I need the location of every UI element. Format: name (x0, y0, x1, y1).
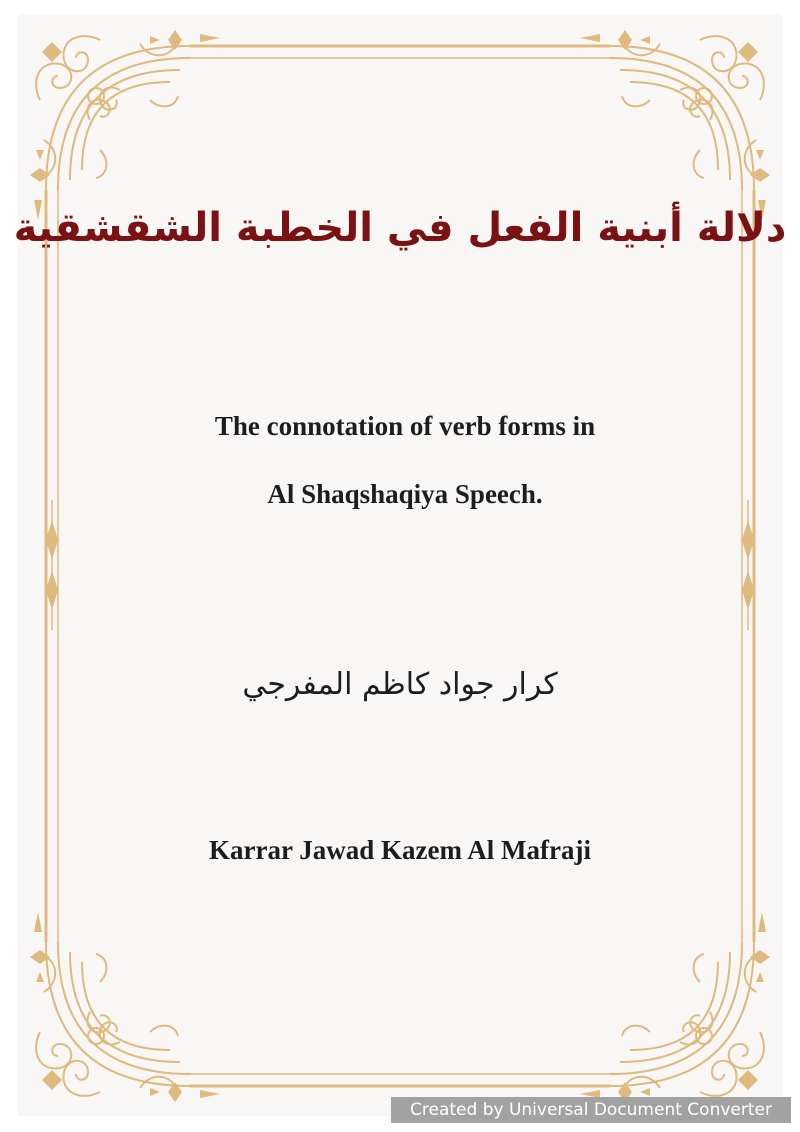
author-name-arabic: كرار جواد كاظم المفرجي (242, 667, 558, 702)
arabic-title: دلالة أبنية الفعل في الخطبة الشقشقية (13, 205, 787, 251)
english-title-line-2: Al Shaqshaqiya Speech. (267, 479, 543, 509)
converter-watermark: Created by Universal Document Converter (391, 1097, 791, 1123)
english-title-line-1: The connotation of verb forms in (214, 411, 596, 441)
author-name-english: Karrar Jawad Kazem Al Mafraji (209, 835, 591, 865)
